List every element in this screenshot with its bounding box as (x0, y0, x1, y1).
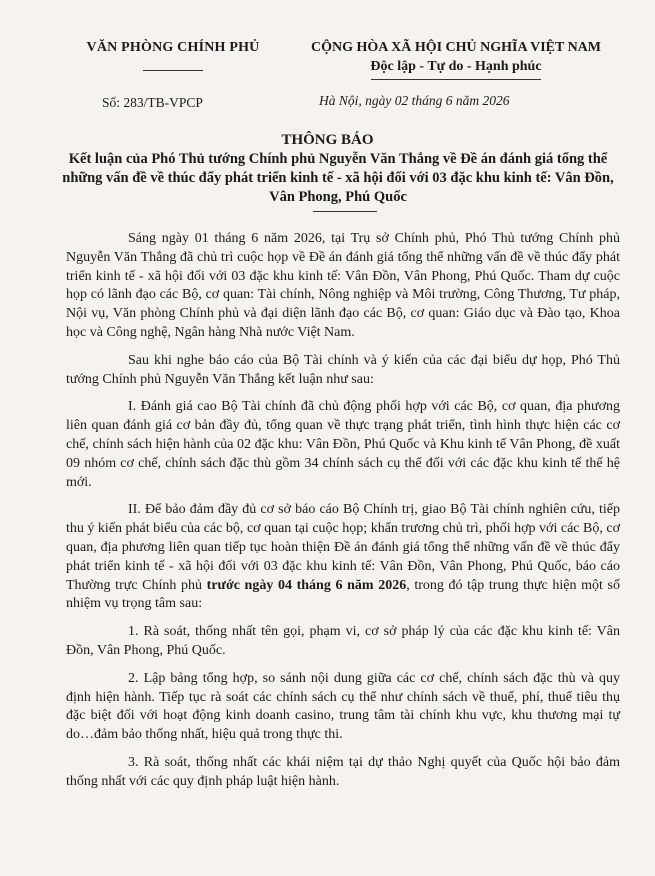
agency-underline (143, 70, 203, 71)
agency-header (62, 40, 284, 71)
paragraph-intro-conclusion: Sau khi nghe báo cáo của Bộ Tài chính và ý kiến của các đại biểu dự họp, Phó Thủ tướng Chính phủ Nguyễn Văn Thắng kết luận như sau: (66, 352, 620, 387)
national-header (272, 40, 640, 80)
national-motto: Độc lập - Tự do - Hạnh phúc (370, 59, 542, 74)
task-item-2: 2. Lập bảng tổng hợp, so sánh nội dung giữa các cơ chế, chính sách đặc thù và quy định hiện hành. Tiếp tục rà soát các chính sách cụ thể như chính sách về thuế, phí, thuế tiêu thụ đặc biệt đối với hoạt động kinh doanh casino, trung tâm tài chính khu vực, khu thương mại tự do…đảm bảo thống nhất, hiệu quả trong thực thi. (66, 670, 620, 743)
section-2-tail: , trong đó tập trung thực hiện một số nhiệm vụ trọng tâm sau: (66, 577, 621, 612)
agency-name: VĂN PHÒNG CHÍNH PHỦ (86, 40, 260, 55)
place-date: Hà Nội, ngày 02 tháng 6 năm 2026 (319, 93, 510, 108)
nation-name: CỘNG HÒA XÃ HỘI CHỦ NGHĨA VIỆT NAM (310, 40, 601, 55)
document-title: THÔNG BÁO (281, 132, 374, 148)
title-underline (313, 211, 377, 212)
paragraph-meeting: Sáng ngày 01 tháng 6 năm 2026, tại Trụ sở Chính phủ, Phó Thủ tướng Chính phủ Nguyễn Văn Thắng đã chủ trì cuộc họp về Đề án đánh giá tổng thể những vấn đề về thúc đẩy phát triển kinh tế - xã hội đối với 03 đặc khu kinh tế: Vân Đồn, Vân Phong, Phú Quốc. Tham dự cuộc họp có lãnh đạo các Bộ, cơ quan: Tài chính, Nông nghiệp và Môi trường, Công Thương, Tư pháp, Nội vụ, Văn phòng Chính phủ và đại diện lãnh đạo các Bộ, cơ quan: Giáo dục và Đào tạo, Khoa học và Công nghệ, Ngân hàng Nhà nước Việt Nam. (66, 231, 620, 340)
document-subject: Kết luận của Phó Thủ tướng Chính phủ Nguyễn Văn Thắng về Đề án đánh giá tổng thể những vấn đề về thúc đẩy phát triển kinh tế - xã hội đối với 03 đặc khu kinh tế: Vân Đồn, Vân Phong, Phú Quốc (62, 151, 614, 205)
paragraph-section-2 (66, 501, 620, 614)
document-body (66, 230, 620, 801)
motto-underline (371, 79, 541, 80)
task-item-1: 1. Rà soát, thống nhất tên gọi, phạm vi, cơ sở pháp lý của các đặc khu kinh tế: Vân Đồn, Vân Phong, Phú Quốc. (66, 624, 620, 658)
deadline-text: trước ngày 04 tháng 6 năm 2026 (206, 577, 407, 593)
section-2-text: II. Để bảo đảm đầy đủ cơ sở báo cáo Bộ Chính trị, giao Bộ Tài chính nghiên cứu, tiếp thu ý kiến phát biểu của các bộ, cơ quan tại cuộc họp; khẩn trương chủ trì, phối hợp với các Bộ, cơ quan, địa phương liên quan tiếp tục hoàn thiện Đề án đánh giá tổng thể những vấn đề về thúc đẩy phát triển kinh tế - xã hội đối với 03 đặc khu kinh tế: Vân Đồn, Vân Phong, Phú Quốc, báo cáo Thường trực Chính phủ (66, 502, 620, 593)
task-item-3: 3. Rà soát, thống nhất các khái niệm tại dự thảo Nghị quyết của Quốc hội bảo đảm thống nhất với các quy định pháp luật hiện hành. (66, 754, 620, 789)
paragraph-section-1: I. Đánh giá cao Bộ Tài chính đã chủ động phối hợp với các Bộ, cơ quan, địa phương liên quan đánh giá cơ bản đầy đủ, tổng quan về thực trạng phát triển, tình hình thực hiện các cơ chế, chính sách hiện hành của 02 đặc khu: Vân Đồn, Phú Quốc và Khu kinh tế Vân Phong, đề xuất 09 nhóm cơ chế, chính sách đặc thù gồm 34 chính sách cụ thể đối với các đặc khu kinh tế thế hệ mới. (66, 399, 620, 490)
document-number: Số: 283/TB-VPCP (102, 95, 203, 110)
